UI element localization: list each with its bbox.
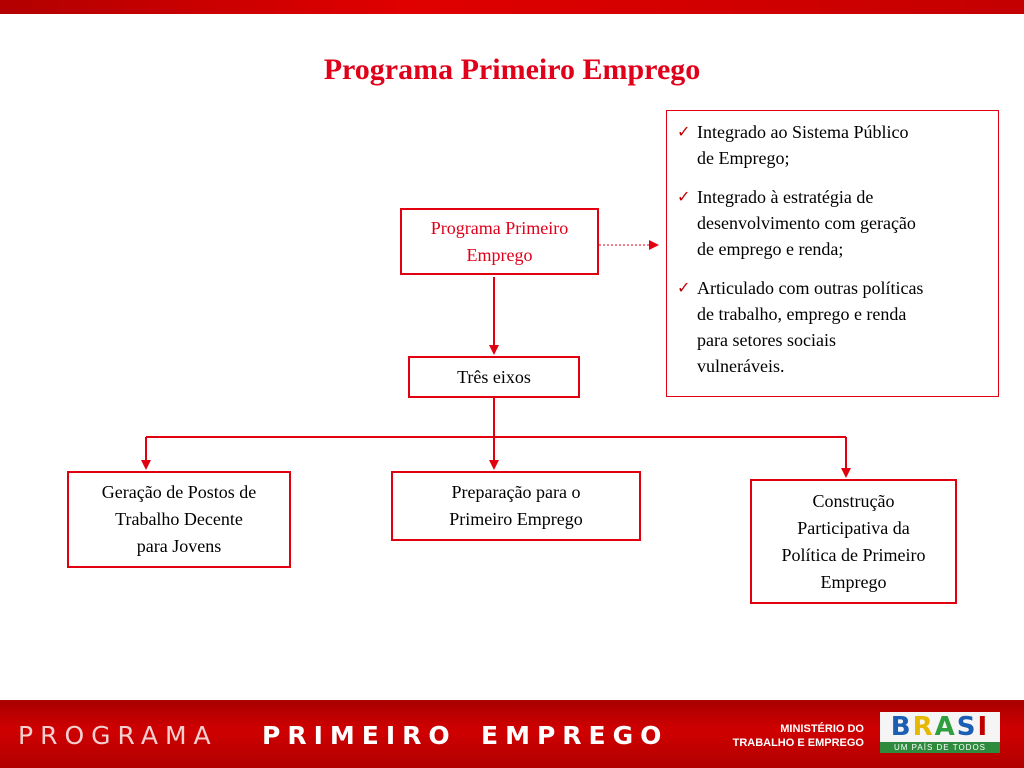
benefit-3-line-3: para setores sociais [697, 330, 836, 350]
benefit-2-line-1: Integrado à estratégia de [697, 187, 874, 207]
middle-node[interactable] [408, 356, 580, 398]
root-node-line-1: Programa Primeiro [430, 217, 569, 238]
benefit-item-1 [677, 119, 988, 171]
benefit-1-line-1: Integrado ao Sistema Público [697, 122, 909, 142]
benefit-3-line-4: vulneráveis. [697, 356, 785, 376]
benefit-3-line-1: Articulado com outras políticas [697, 278, 924, 298]
axis-1-line-1: Geração de Postos de [101, 482, 257, 502]
benefit-1-line-2: de Emprego; [697, 148, 790, 168]
axis-node-3[interactable] [750, 479, 957, 604]
root-node-line-2: Emprego [466, 244, 533, 265]
benefit-3-line-2: de trabalho, emprego e renda [697, 304, 907, 324]
axis-2-line-2: Primeiro Emprego [449, 509, 583, 529]
benefit-item-2 [677, 184, 988, 262]
benefit-item-3 [677, 275, 988, 379]
middle-node-label: Três eixos [457, 366, 531, 387]
axis-3-line-2: Participativa da [797, 517, 910, 538]
footer-word-primeiro: PRIMEIRO [262, 721, 457, 750]
brasil-logo-slogan: UM PAÍS DE TODOS [880, 742, 1000, 753]
ministry-logo-text [728, 722, 864, 750]
root-node[interactable] [400, 208, 599, 275]
axis-3-line-4: Emprego [820, 571, 887, 592]
brasil-logo-word: BRASI [880, 712, 1000, 742]
axis-1-line-3: para Jovens [136, 536, 222, 556]
footer-word-emprego: EMPREGO [481, 721, 669, 750]
axis-1-line-2: Trabalho Decente [115, 509, 243, 529]
footer-word-programa: PROGRAMA [18, 721, 218, 750]
check-icon: ✓ [677, 278, 691, 297]
axis-node-2[interactable] [391, 471, 641, 541]
benefit-2-line-2: desenvolvimento com geração [697, 213, 916, 233]
benefits-box [666, 110, 999, 397]
ministry-line-1: MINISTÉRIO DO [780, 723, 864, 735]
check-icon: ✓ [677, 122, 691, 141]
axis-3-line-1: Construção [812, 490, 895, 511]
axis-3-line-3: Política de Primeiro [781, 544, 926, 565]
brasil-logo [880, 712, 1000, 756]
axis-2-line-1: Preparação para o [451, 482, 581, 502]
check-icon: ✓ [677, 187, 691, 206]
slide-title: Programa Primeiro Emprego [323, 53, 701, 86]
ministry-line-2: TRABALHO E EMPREGO [732, 737, 864, 749]
axis-node-1[interactable] [67, 471, 291, 568]
benefit-2-line-3: de emprego e renda; [697, 239, 844, 259]
